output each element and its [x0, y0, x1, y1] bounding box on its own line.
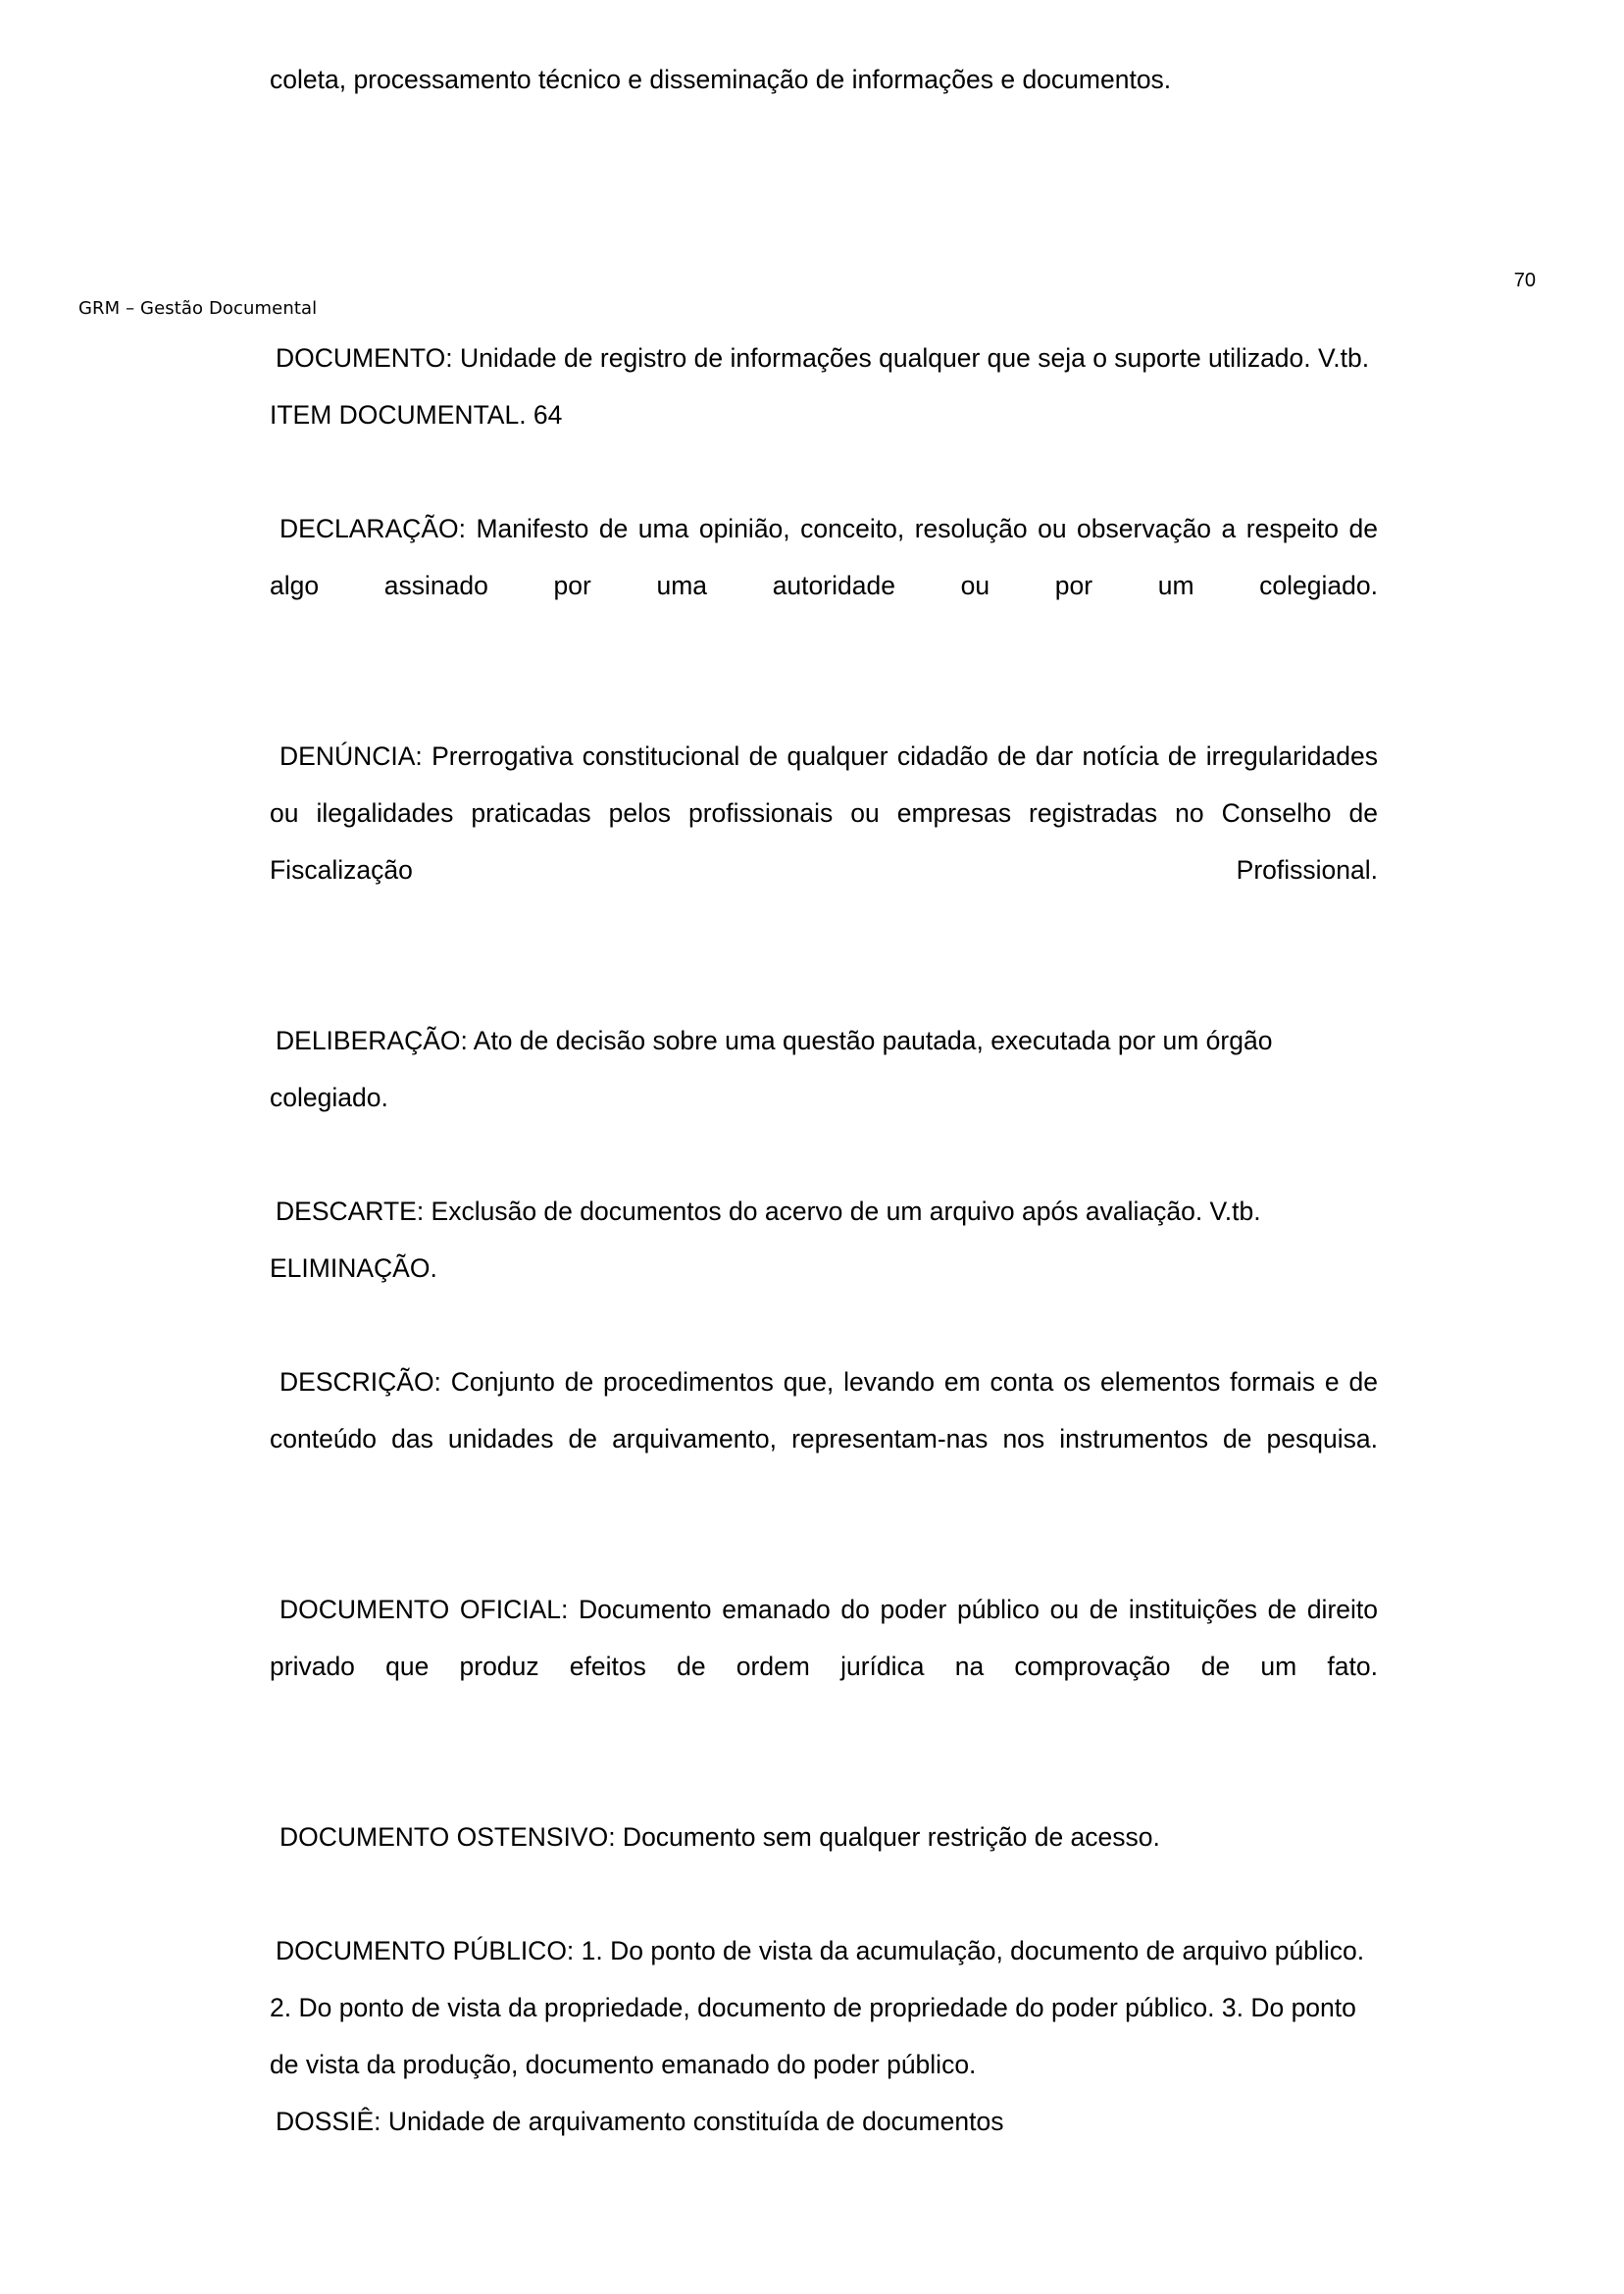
glossary-entry-denuncia: DENÚNCIA: Prerrogativa constitucional de qualquer cidadão de dar notícia de irregularidades ou ilegalidades praticadas pelos profissionais ou empresas registradas no Conselho de Fiscalização Profissional.: [270, 741, 1378, 885]
spacer: [270, 955, 1378, 1012]
spacer: [270, 1524, 1378, 1581]
running-header: GRM – Gestão Documental: [78, 298, 318, 319]
glossary-entry-descarte: DESCARTE: Exclusão de documentos do acervo de um arquivo após avaliação. V.tb. ELIMINAÇÃO.: [270, 1197, 1261, 1283]
spacer: [270, 671, 1378, 728]
glossary-entry-dossie: DOSSIÊ: Unidade de arquivamento constituída de documentos: [276, 2107, 1004, 2136]
glossary-entry-documento: DOCUMENTO: Unidade de registro de informações qualquer que seja o suporte utilizado. V.tb. ITEM DOCUMENTAL. 64: [270, 343, 1370, 430]
glossary-entry-documento-publico: DOCUMENTO PÚBLICO: 1. Do ponto de vista da acumulação, documento de arquivo público. 2. Do ponto de vista da propriedade, documento de propriedade do poder público. 3. Do ponto de vista da produção, documento emanado do poder público.: [270, 1936, 1365, 2079]
page-number: 70: [1513, 270, 1536, 291]
glossary-body: [270, 330, 1378, 2150]
spacer: [270, 1126, 1378, 1183]
glossary-entry-documento-ostensivo: DOCUMENTO OSTENSIVO: Documento sem qualquer restrição de acesso.: [279, 1822, 1160, 1852]
spacer: [270, 1865, 1378, 1922]
spacer: [270, 443, 1378, 500]
spacer: [270, 1297, 1378, 1353]
top-text-fragment: [270, 51, 1378, 108]
glossary-entry-descricao: DESCRIÇÃO: Conjunto de procedimentos que, levando em conta os elementos formais e de conteúdo das unidades de arquivamento, representam-nas nos instrumentos de pesquisa.: [270, 1367, 1378, 1453]
glossary-entry-declaracao: DECLARAÇÃO: Manifesto de uma opinião, conceito, resolução ou observação a respeito de algo assinado por uma autoridade ou por um colegiado.: [270, 514, 1378, 600]
glossary-entry-deliberacao: DELIBERAÇÃO: Ato de decisão sobre uma questão pautada, executada por um órgão colegiado.: [270, 1026, 1273, 1112]
spacer: [270, 1752, 1378, 1809]
paragraph-continuation: coleta, processamento técnico e disseminação de informações e documentos.: [270, 65, 1172, 94]
glossary-entry-documento-oficial: DOCUMENTO OFICIAL: Documento emanado do poder público ou de instituições de direito privado que produz efeitos de ordem jurídica na comprovação de um fato.: [270, 1595, 1378, 1681]
